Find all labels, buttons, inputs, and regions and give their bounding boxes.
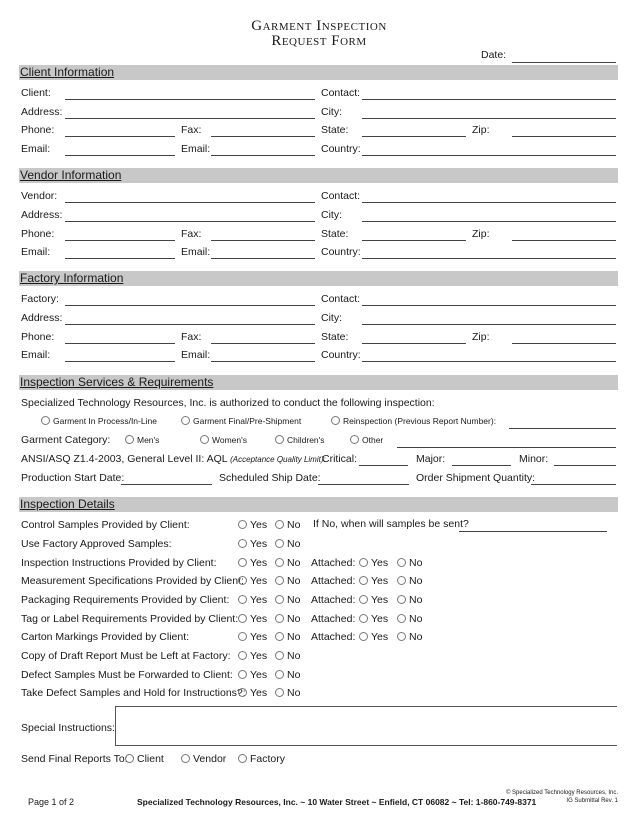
details-section-title: Inspection Details: [20, 497, 115, 511]
yes-label: Yes: [250, 631, 268, 643]
radio-circle-icon[interactable]: [238, 688, 247, 697]
radio-circle-icon[interactable]: [125, 435, 134, 444]
if-no-label: If No, when will samples be sent?: [313, 518, 469, 530]
no-label: No: [287, 557, 301, 569]
factory-contact-field[interactable]: [362, 305, 616, 306]
page-number: Page 1 of 2: [28, 797, 75, 807]
vendor-zip-label: Zip:: [472, 228, 490, 240]
vendor-phone-label: Phone:: [21, 228, 55, 240]
radio-circle-icon[interactable]: [331, 416, 340, 425]
vendor-field[interactable]: [65, 202, 315, 203]
radio-circle-icon[interactable]: [359, 614, 368, 623]
radio-circle-icon[interactable]: [238, 539, 247, 548]
radio-circle-icon[interactable]: [397, 558, 406, 567]
client-contact-label: Contact:: [321, 87, 361, 99]
scheduled-ship-field[interactable]: [318, 484, 409, 485]
radio-circle-icon[interactable]: [275, 670, 284, 679]
factory-zip-field[interactable]: [512, 343, 616, 344]
radio-circle-icon[interactable]: [275, 632, 284, 641]
client-section-header: [19, 65, 618, 80]
vendor-fax-field[interactable]: [211, 240, 315, 241]
category-womens[interactable]: [200, 435, 247, 445]
radio-circle-icon[interactable]: [397, 632, 406, 641]
footer-address: Specialized Technology Resources, Inc. ~ 10 Water Street ~ Enfield, CT 06082 ~ Tel: 1-860-749-8371: [137, 797, 537, 807]
yes-label: Yes: [250, 538, 268, 550]
garment-category-label: Garment Category:: [21, 434, 111, 446]
radio-circle-icon[interactable]: [238, 576, 247, 585]
send-vendor-option[interactable]: [181, 753, 226, 765]
radio-circle-icon[interactable]: [359, 576, 368, 585]
radio-circle-icon[interactable]: [238, 558, 247, 567]
radio-circle-icon[interactable]: [238, 754, 247, 763]
factory-state-field[interactable]: [362, 343, 466, 344]
detail-no-option[interactable]: [275, 669, 300, 681]
yes-label: Yes: [371, 631, 389, 643]
radio-circle-icon[interactable]: [181, 416, 190, 425]
detail-yes-option[interactable]: [238, 687, 267, 699]
radio-circle-icon[interactable]: [238, 614, 247, 623]
detail-row-label: Defect Samples Must be Forwarded to Client:: [21, 669, 233, 681]
radio-circle-icon[interactable]: [275, 539, 284, 548]
client-email-label: Email:: [21, 143, 51, 155]
vendor-country-label: Country:: [321, 246, 361, 258]
client-address-field[interactable]: [65, 118, 315, 119]
radio-circle-icon[interactable]: [275, 688, 284, 697]
factory-country-label: Country:: [321, 349, 361, 361]
detail-row-label: Inspection Instructions Provided by Client:: [21, 557, 217, 569]
client-phone-label: Phone:: [21, 124, 55, 136]
date-field[interactable]: [512, 62, 616, 63]
send-client-label: Client: [137, 753, 164, 765]
attached-label: Attached:: [311, 631, 356, 643]
client-section-title: Client Information: [20, 65, 115, 79]
radio-circle-icon[interactable]: [359, 595, 368, 604]
category-other[interactable]: [350, 435, 383, 445]
category-womens-label: Women's: [212, 435, 248, 445]
yes-label: Yes: [250, 650, 268, 662]
detail-yes-option[interactable]: [238, 557, 267, 569]
client-state-label: State:: [321, 124, 349, 136]
yes-label: Yes: [250, 687, 268, 699]
radio-circle-icon[interactable]: [397, 595, 406, 604]
option-final-label: Garment Final/Pre-Shipment: [193, 416, 302, 426]
vendor-city-label: City:: [321, 209, 342, 221]
vendor-email2-field[interactable]: [211, 258, 315, 259]
radio-circle-icon[interactable]: [238, 651, 247, 660]
factory-fax-label: Fax:: [181, 331, 202, 343]
attached-yes-option[interactable]: [359, 613, 388, 625]
yes-label: Yes: [250, 557, 268, 569]
client-email2-label: Email:: [181, 143, 211, 155]
client-label: Client:: [21, 87, 51, 99]
major-field[interactable]: [452, 465, 511, 466]
major-label: Major:: [416, 453, 446, 465]
radio-circle-icon[interactable]: [275, 595, 284, 604]
order-quantity-field[interactable]: [531, 484, 616, 485]
category-mens-label: Men's: [137, 435, 160, 445]
detail-row-label: Carton Markings Provided by Client:: [21, 631, 190, 643]
detail-yes-option[interactable]: [238, 575, 267, 587]
scheduled-ship-label: Scheduled Ship Date:: [219, 472, 321, 484]
special-instructions-textarea[interactable]: [115, 706, 617, 746]
previous-report-field[interactable]: [509, 428, 616, 429]
factory-contact-label: Contact:: [321, 293, 361, 305]
send-factory-label: Factory: [250, 753, 286, 765]
no-label: No: [409, 613, 423, 625]
vendor-email-field[interactable]: [65, 258, 175, 259]
no-label: No: [287, 687, 301, 699]
no-label: No: [409, 557, 423, 569]
detail-yes-option[interactable]: [238, 650, 267, 662]
form-title-line2: Request Form: [271, 33, 367, 49]
radio-circle-icon[interactable]: [350, 435, 359, 444]
factory-address-label: Address:: [21, 312, 63, 324]
factory-city-label: City:: [321, 312, 342, 324]
vendor-contact-field[interactable]: [362, 202, 616, 203]
samples-sent-field[interactable]: [459, 531, 607, 532]
vendor-section-title: Vendor Information: [20, 168, 122, 182]
attached-yes-option[interactable]: [359, 557, 388, 569]
detail-no-option[interactable]: [275, 613, 300, 625]
aql-label-text: ANSI/ASQ Z1.4-2003, General Level II: AQL: [21, 453, 228, 465]
radio-circle-icon[interactable]: [238, 632, 247, 641]
detail-row-label: Take Defect Samples and Hold for Instructions?:: [21, 687, 246, 699]
vendor-country-field[interactable]: [362, 258, 616, 259]
factory-email-field[interactable]: [65, 361, 175, 362]
factory-section-header: [19, 271, 618, 286]
client-city-label: City:: [321, 106, 342, 118]
radio-circle-icon[interactable]: [275, 520, 284, 529]
footer-revision: IG Submittal Rev. 1: [566, 798, 618, 804]
no-label: No: [287, 631, 301, 643]
detail-no-option[interactable]: [275, 519, 300, 531]
factory-email-label: Email:: [21, 349, 51, 361]
radio-circle-icon[interactable]: [397, 614, 406, 623]
factory-label: Factory:: [21, 293, 59, 305]
factory-email2-field[interactable]: [211, 361, 315, 362]
yes-label: Yes: [250, 575, 268, 587]
detail-yes-option[interactable]: [238, 519, 267, 531]
detail-no-option[interactable]: [275, 538, 300, 550]
category-childrens-label: Children's: [287, 435, 325, 445]
category-childrens[interactable]: [275, 435, 325, 445]
option-reinspection[interactable]: [331, 416, 496, 426]
attached-yes-option[interactable]: [359, 575, 388, 587]
no-label: No: [409, 575, 423, 587]
detail-yes-option[interactable]: [238, 631, 267, 643]
attached-yes-option[interactable]: [359, 631, 388, 643]
radio-circle-icon[interactable]: [200, 435, 209, 444]
yes-label: Yes: [250, 519, 268, 531]
client-field[interactable]: [65, 99, 315, 100]
aql-note: (Acceptance Quality Limit):: [230, 455, 326, 464]
attached-no-option[interactable]: [397, 557, 422, 569]
send-client-option[interactable]: [125, 753, 164, 765]
attached-no-option[interactable]: [397, 631, 422, 643]
order-quantity-label: Order Shipment Quantity:: [416, 472, 536, 484]
client-zip-field[interactable]: [512, 136, 616, 137]
vendor-address-field[interactable]: [65, 221, 315, 222]
send-factory-option[interactable]: [238, 753, 285, 765]
vendor-zip-field[interactable]: [512, 240, 616, 241]
category-other-field[interactable]: [397, 447, 616, 448]
detail-no-option[interactable]: [275, 557, 300, 569]
radio-circle-icon[interactable]: [275, 576, 284, 585]
radio-circle-icon[interactable]: [275, 614, 284, 623]
factory-address-field[interactable]: [65, 324, 315, 325]
production-start-field[interactable]: [121, 484, 212, 485]
services-section-header: [19, 375, 618, 390]
vendor-section-header: [19, 168, 618, 183]
detail-no-option[interactable]: [275, 650, 300, 662]
attached-label: Attached:: [311, 575, 356, 587]
production-start-label: Production Start Date:: [21, 472, 125, 484]
client-email-field[interactable]: [65, 155, 175, 156]
option-reinspection-label: Reinspection (Previous Report Number):: [343, 416, 497, 426]
critical-field[interactable]: [359, 465, 408, 466]
yes-label: Yes: [250, 613, 268, 625]
send-vendor-label: Vendor: [193, 753, 227, 765]
client-zip-label: Zip:: [472, 124, 490, 136]
form-title-line1: Garment Inspection: [251, 18, 387, 34]
radio-circle-icon[interactable]: [397, 576, 406, 585]
attached-no-option[interactable]: [397, 575, 422, 587]
send-reports-label: Send Final Reports To:: [21, 753, 128, 765]
factory-country-field[interactable]: [362, 361, 616, 362]
detail-no-option[interactable]: [275, 631, 300, 643]
vendor-address-label: Address:: [21, 209, 63, 221]
detail-yes-option[interactable]: [238, 669, 267, 681]
factory-state-label: State:: [321, 331, 349, 343]
detail-row-label: Copy of Draft Report Must be Left at Factory:: [21, 650, 231, 662]
detail-yes-option[interactable]: [238, 594, 267, 606]
client-email2-field[interactable]: [211, 155, 315, 156]
radio-circle-icon[interactable]: [359, 632, 368, 641]
detail-yes-option[interactable]: [238, 613, 267, 625]
client-state-field[interactable]: [362, 136, 466, 137]
factory-zip-label: Zip:: [472, 331, 490, 343]
option-in-process-label: Garment In Process/In-Line: [53, 416, 157, 426]
vendor-city-field[interactable]: [362, 221, 616, 222]
radio-circle-icon[interactable]: [125, 754, 134, 763]
detail-row-label: Tag or Label Requirements Provided by Client:: [21, 613, 239, 625]
radio-circle-icon[interactable]: [238, 595, 247, 604]
client-country-field[interactable]: [362, 155, 616, 156]
yes-label: Yes: [371, 575, 389, 587]
detail-row-label: Use Factory Approved Samples:: [21, 538, 172, 550]
no-label: No: [287, 669, 301, 681]
authorization-text: Specialized Technology Resources, Inc. is authorized to conduct the following inspection:: [21, 397, 435, 409]
factory-field[interactable]: [65, 305, 315, 306]
footer-copyright: © Specialized Technology Resources, Inc.: [505, 790, 618, 796]
no-label: No: [287, 613, 301, 625]
client-country-label: Country:: [321, 143, 361, 155]
detail-no-option[interactable]: [275, 594, 300, 606]
no-label: No: [287, 538, 301, 550]
radio-circle-icon[interactable]: [238, 670, 247, 679]
radio-circle-icon[interactable]: [275, 558, 284, 567]
vendor-phone-field[interactable]: [65, 240, 175, 241]
detail-row-label: Measurement Specifications Provided by Client:: [21, 575, 244, 587]
services-section-title: Inspection Services & Requirements: [20, 375, 214, 389]
radio-circle-icon[interactable]: [359, 558, 368, 567]
client-contact-field[interactable]: [362, 99, 616, 100]
factory-email2-label: Email:: [181, 349, 211, 361]
category-other-label: Other: [362, 435, 384, 445]
vendor-state-label: State:: [321, 228, 349, 240]
radio-circle-icon[interactable]: [275, 435, 284, 444]
detail-row-label: Control Samples Provided by Client:: [21, 519, 190, 531]
aql-label: [21, 453, 326, 465]
attached-yes-option[interactable]: [359, 594, 388, 606]
option-in-process[interactable]: [41, 416, 157, 426]
attached-label: Attached:: [311, 594, 356, 606]
minor-label: Minor:: [519, 453, 549, 465]
no-label: No: [287, 519, 301, 531]
detail-row-label: Packaging Requirements Provided by Client:: [21, 594, 230, 606]
radio-circle-icon[interactable]: [181, 754, 190, 763]
radio-circle-icon[interactable]: [41, 416, 50, 425]
detail-no-option[interactable]: [275, 575, 300, 587]
no-label: No: [287, 575, 301, 587]
factory-phone-label: Phone:: [21, 331, 55, 343]
vendor-email-label: Email:: [21, 246, 51, 258]
yes-label: Yes: [371, 594, 389, 606]
vendor-contact-label: Contact:: [321, 190, 361, 202]
factory-fax-field[interactable]: [211, 343, 315, 344]
factory-section-title: Factory Information: [20, 271, 124, 285]
attached-no-option[interactable]: [397, 613, 422, 625]
category-mens[interactable]: [125, 435, 159, 445]
critical-label: Critical:: [322, 453, 358, 465]
client-address-label: Address:: [21, 106, 63, 118]
vendor-fax-label: Fax:: [181, 228, 202, 240]
factory-phone-field[interactable]: [65, 343, 175, 344]
attached-label: Attached:: [311, 613, 356, 625]
factory-city-field[interactable]: [362, 324, 616, 325]
vendor-state-field[interactable]: [362, 240, 466, 241]
detail-yes-option[interactable]: [238, 538, 267, 550]
minor-field[interactable]: [554, 465, 616, 466]
client-fax-label: Fax:: [181, 124, 202, 136]
no-label: No: [409, 594, 423, 606]
yes-label: Yes: [250, 594, 268, 606]
client-fax-field[interactable]: [211, 136, 315, 137]
client-city-field[interactable]: [362, 118, 616, 119]
radio-circle-icon[interactable]: [238, 520, 247, 529]
attached-label: Attached:: [311, 557, 356, 569]
yes-label: Yes: [371, 557, 389, 569]
details-section-header: [19, 497, 618, 512]
option-final[interactable]: [181, 416, 301, 426]
client-phone-field[interactable]: [65, 136, 175, 137]
yes-label: Yes: [371, 613, 389, 625]
no-label: No: [409, 631, 423, 643]
vendor-email2-label: Email:: [181, 246, 211, 258]
radio-circle-icon[interactable]: [275, 651, 284, 660]
yes-label: Yes: [250, 669, 268, 681]
detail-no-option[interactable]: [275, 687, 300, 699]
no-label: No: [287, 650, 301, 662]
vendor-label: Vendor:: [21, 190, 58, 202]
attached-no-option[interactable]: [397, 594, 422, 606]
date-label: Date:: [481, 49, 507, 61]
no-label: No: [287, 594, 301, 606]
special-instructions-label: Special Instructions:: [21, 722, 115, 734]
